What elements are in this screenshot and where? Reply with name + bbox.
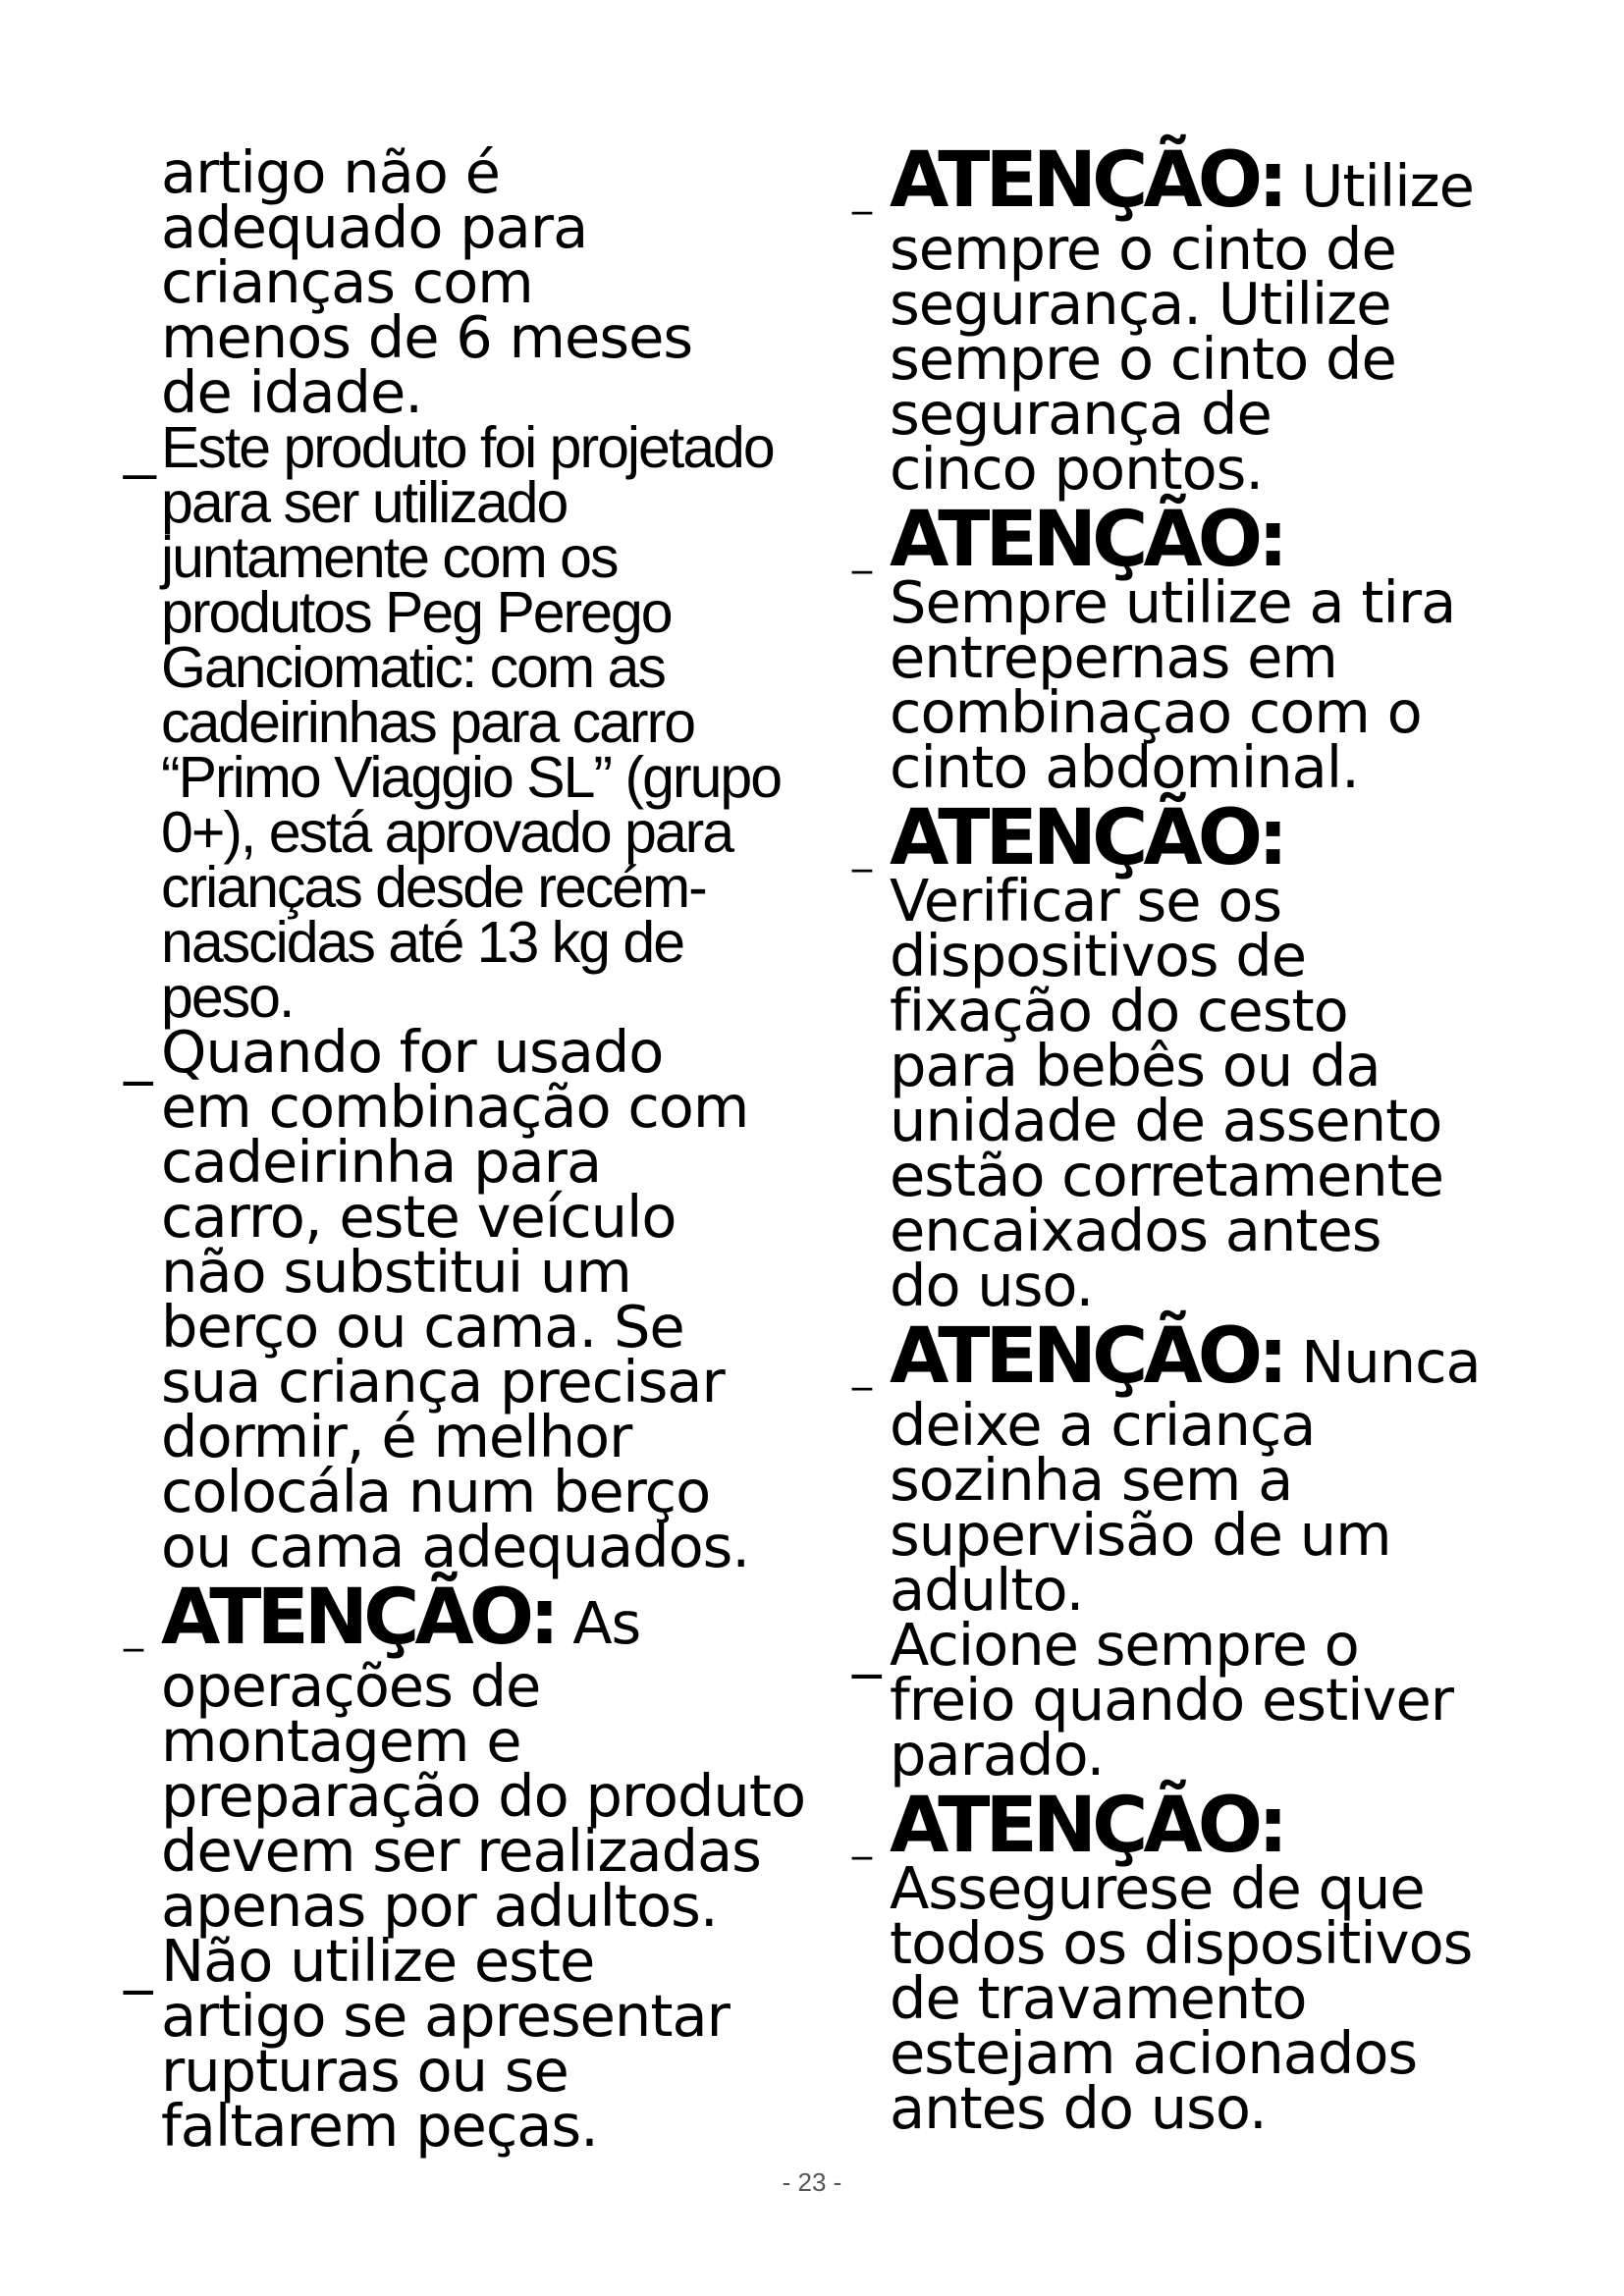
bullet-mark: _ — [852, 828, 872, 873]
warning-block — [844, 496, 1473, 801]
warning-text: Sempre utilize a tira entrepernas em combinaçao com o cinto abdominal. — [890, 568, 1456, 801]
warning-block — [844, 1312, 1532, 1624]
bullet-mark: _ — [852, 1611, 881, 1679]
list-item-text: Não utilize este artigo se apresentar rupturas ou se faltarem peças. — [161, 1927, 730, 2160]
page-number: - 23 - — [782, 2167, 842, 2197]
warning-heading: ATENÇÃO: — [890, 496, 1284, 584]
list-item — [116, 415, 823, 1030]
list-item-text: Acione sempre o freio quando estiver parado. — [890, 1611, 1454, 1789]
warning-label: ATENÇÃO: — [890, 136, 1284, 225]
list-item — [116, 1927, 744, 2160]
warning-text: Assegurese de que todos os dispositivos de travamento estejam acionados antes do uso. — [890, 1854, 1473, 2142]
warning-block — [844, 136, 1474, 503]
bullet-mark: _ — [852, 529, 872, 574]
bullet-mark: _ — [124, 1018, 152, 1086]
bullet-mark: _ — [852, 1346, 872, 1391]
warning-inline-text: Utilize — [1301, 152, 1474, 220]
list-item — [116, 1018, 764, 1580]
intro-paragraph — [116, 138, 705, 426]
intro-text: artigo não é adequado para crianças com menos de 6 meses de idade. — [161, 138, 693, 426]
warning-heading — [890, 1312, 1532, 1401]
warning-block — [844, 794, 1453, 1319]
warning-inline-text: As — [572, 1589, 641, 1657]
warning-block — [116, 1574, 823, 1940]
list-item-text: Quando for usado em combinação com cadeirinha para carro, este veículo não substitui um berço ou cama. Se sua criança precisar dormir, é melhor colocála num berço ou cama adequados. — [161, 1018, 750, 1580]
warning-label: ATENÇÃO: — [890, 1312, 1284, 1401]
warning-text: Verificar se os dispositivos de fixação do cesto para bebês ou da unidade de assento estão corretamente encaixados antes do uso. — [890, 867, 1444, 1319]
list-item-text: Este produto foi projetado para ser utilizado juntamente com os produtos Peg Perego Ganciomatic: com as cadeirinhas para carro “Primo Viaggio SL” (grupo 0+), está aprovado para crianças desde recém-nascidas até 13 kg de peso. — [161, 415, 782, 1030]
warning-text: sempre o cinto de segurança. Utilize sempre o cinto de segurança de cinco pontos. — [890, 215, 1396, 503]
warning-heading: ATENÇÃO: — [890, 794, 1284, 882]
bullet-mark: _ — [852, 1815, 872, 1860]
warning-inline-text: Nunca — [1301, 1328, 1481, 1396]
left-column — [116, 138, 823, 2160]
bullet-mark: _ — [852, 170, 872, 215]
bullet-mark: _ — [124, 1607, 143, 1652]
bullet-mark: _ — [124, 415, 154, 480]
warning-heading — [890, 136, 1474, 225]
list-item — [844, 1611, 1473, 1789]
warning-text: operações de montagem e preparação do produto devem ser realizadas apenas por adultos. — [161, 1652, 806, 1940]
warning-text: deixe a criança sozinha sem a supervisão de um adulto. — [890, 1391, 1391, 1624]
bullet-mark: _ — [124, 1927, 152, 1995]
warning-heading — [161, 1574, 823, 1662]
warning-heading: ATENÇÃO: — [890, 1782, 1284, 1870]
warning-label: ATENÇÃO: — [161, 1574, 556, 1662]
warning-block — [844, 1782, 1473, 2142]
right-column — [844, 136, 1610, 2142]
